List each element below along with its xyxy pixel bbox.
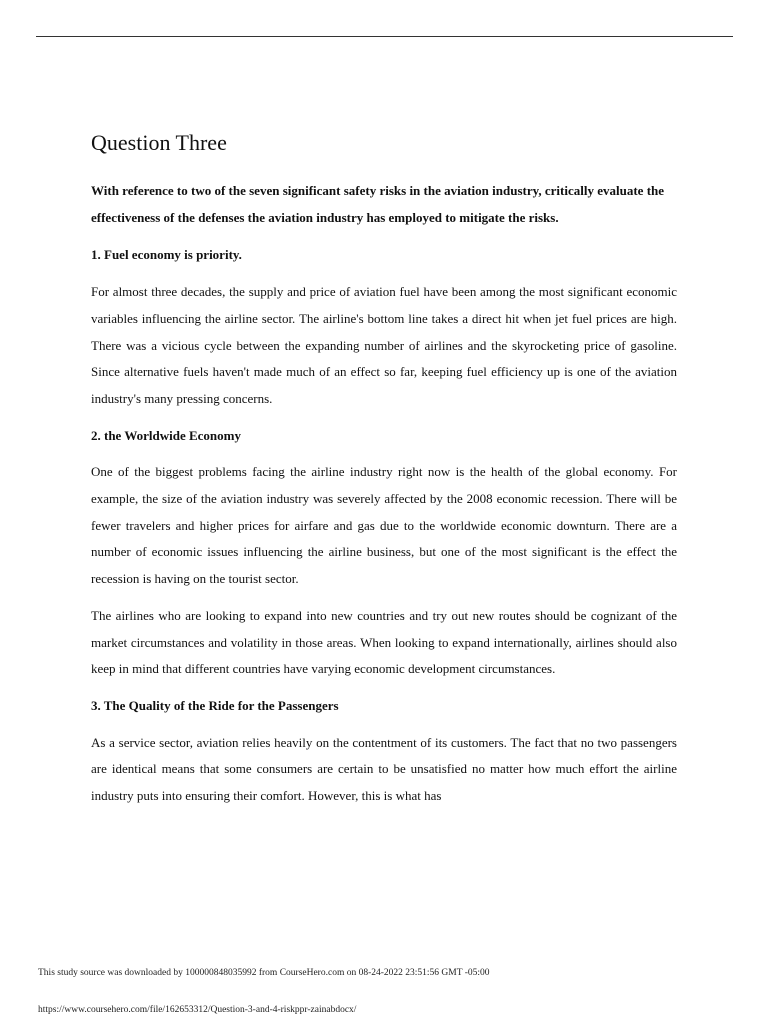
page-title: Question Three xyxy=(91,130,227,155)
page-top-rule xyxy=(36,36,733,37)
section-worldwide-economy xyxy=(91,423,677,683)
source-url[interactable]: https://www.coursehero.com/file/162653312/Question-3-and-4-riskppr-zainabdocx/ xyxy=(38,1005,357,1015)
section-paragraph: The airlines who are looking to expand into new countries and try out new routes should be cognizant of the market circumstances and volatility in those areas. When looking to expand internationally, airlines should also keep in mind that different countries have varying economic development circumstances. xyxy=(91,607,677,677)
download-source-note: This study source was downloaded by 100000848035992 from CourseHero.com on 08-24-2022 23:51:56 GMT -05:00 xyxy=(38,968,490,978)
section-heading: 2. the Worldwide Economy xyxy=(91,427,241,443)
section-paragraph: As a service sector, aviation relies heavily on the contentment of its customers. The fact that no two passengers are identical means that some consumers are certain to be unsatisfied no matter how much effort the airline industry puts into ensuring their comfort. However, this is what has xyxy=(91,734,677,804)
question-prompt: With reference to two of the seven significant safety risks in the aviation industry, critically evaluate the effectiveness of the defenses the aviation industry has employed to mitigate the risks. xyxy=(91,183,665,225)
section-paragraph: One of the biggest problems facing the airline industry right now is the health of the global economy. For example, the size of the aviation industry was severely affected by the 2008 economic recession. There will be fewer travelers and higher prices for airfare and gas due to the worldwide economic downturn. There are a number of economic issues influencing the airline business, but one of the most significant is the effect the recession is having on the tourist sector. xyxy=(91,464,677,587)
section-paragraph: For almost three decades, the supply and price of aviation fuel have been among the most significant economic variables influencing the airline sector. The airline's bottom line takes a direct hit when jet fuel prices are high. There was a vicious cycle between the expanding number of airlines and the skyrocketing price of gasoline. Since alternative fuels haven't made much of an effect so far, keeping fuel efficiency up is one of the aviation industry's many pressing concerns. xyxy=(91,284,677,406)
section-fuel-economy xyxy=(91,242,677,412)
section-heading: 3. The Quality of the Ride for the Passengers xyxy=(91,697,339,713)
section-ride-quality xyxy=(91,693,677,810)
document-body xyxy=(91,128,677,820)
section-heading: 1. Fuel economy is priority. xyxy=(91,247,242,263)
